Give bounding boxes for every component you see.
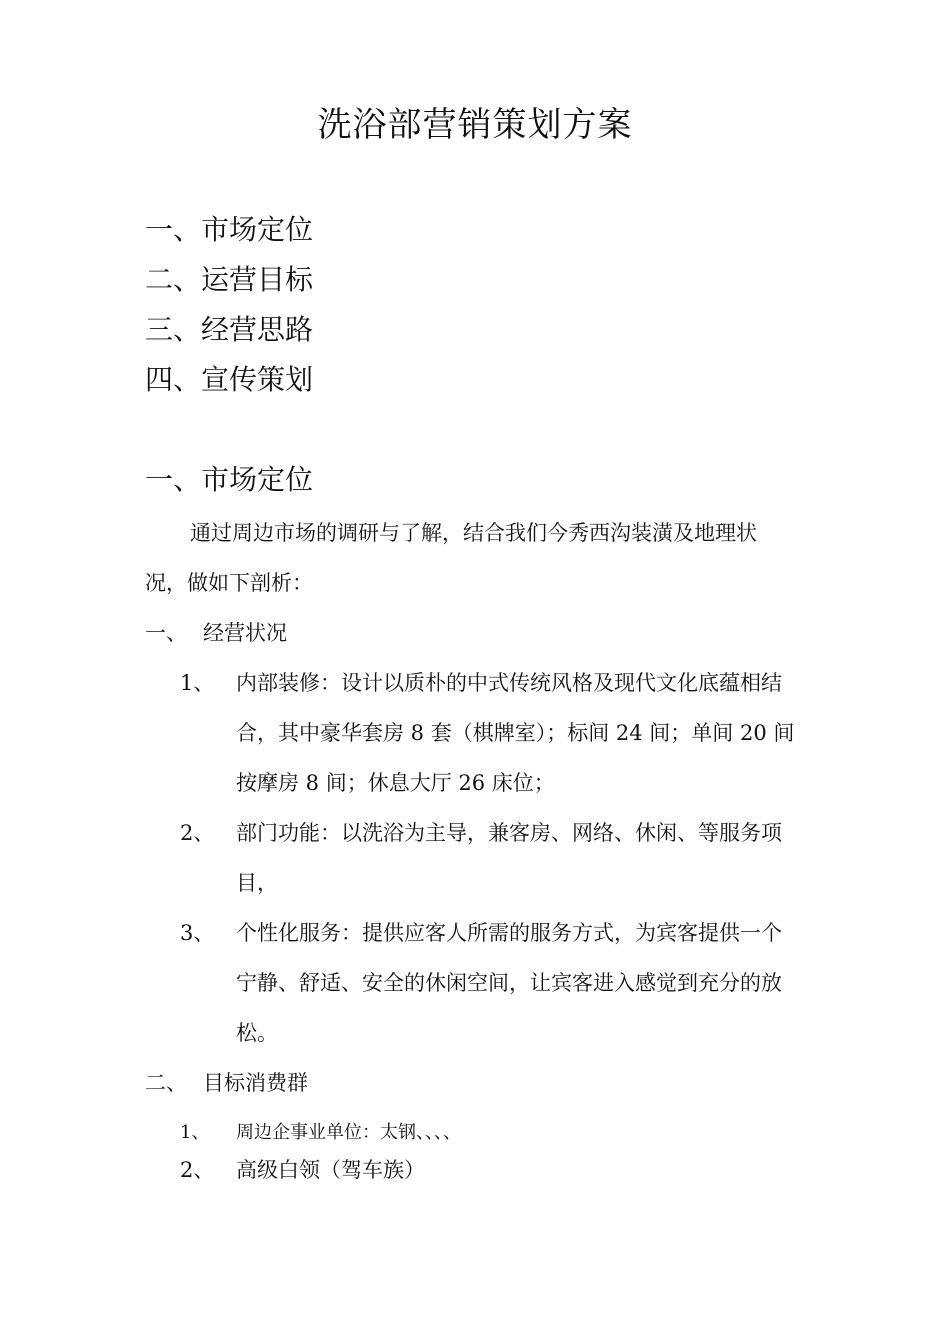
toc-item-2: 二、运营目标 bbox=[145, 263, 314, 296]
list-item-number: 3、 bbox=[180, 921, 215, 945]
subsection-label: 经营状况 bbox=[203, 621, 287, 645]
list-item-number: 2、 bbox=[180, 821, 215, 845]
list-item-line: 部门功能：以洗浴为主导，兼客房、网络、休闲、等服务项 bbox=[236, 821, 782, 845]
subsection-number: 二、 bbox=[145, 1071, 187, 1095]
list-item-line: 高级白领（驾车族） bbox=[236, 1158, 425, 1182]
subsection-label: 目标消费群 bbox=[203, 1071, 308, 1095]
list-item-line: 周边企事业单位：太钢、、、、 bbox=[236, 1122, 461, 1143]
intro-paragraph-line-1: 通过周边市场的调研与了解，结合我们今秀西沟装潢及地理状 bbox=[190, 521, 757, 545]
list-item-line: 松。 bbox=[236, 1021, 278, 1045]
toc-item-4: 四、宣传策划 bbox=[145, 363, 314, 396]
list-item-line: 个性化服务：提供应客人所需的服务方式，为宾客提供一个 bbox=[236, 921, 782, 945]
list-item-line: 合，其中豪华套房 8 套（棋牌室）；标间 24 间；单间 20 间 bbox=[236, 721, 795, 745]
toc-item-3: 三、经营思路 bbox=[145, 313, 314, 346]
toc-item-1: 一、市场定位 bbox=[145, 213, 314, 246]
list-item-line: 宁静、舒适、安全的休闲空间，让宾客进入感觉到充分的放 bbox=[236, 971, 782, 995]
subsection-number: 一、 bbox=[145, 621, 187, 645]
section-heading: 一、市场定位 bbox=[145, 463, 314, 496]
list-item-line: 内部装修：设计以质朴的中式传统风格及现代文化底蕴相结 bbox=[236, 671, 782, 695]
list-item-number: 1、 bbox=[180, 1122, 210, 1143]
intro-paragraph-line-2: 况，做如下剖析： bbox=[145, 571, 313, 595]
page-title: 洗浴部营销策划方案 bbox=[317, 105, 633, 145]
list-item-line: 按摩房 8 间；休息大厅 26 床位； bbox=[236, 771, 555, 795]
list-item-line: 目， bbox=[236, 871, 278, 895]
list-item-number: 1、 bbox=[180, 671, 215, 695]
list-item-number: 2、 bbox=[180, 1158, 215, 1182]
